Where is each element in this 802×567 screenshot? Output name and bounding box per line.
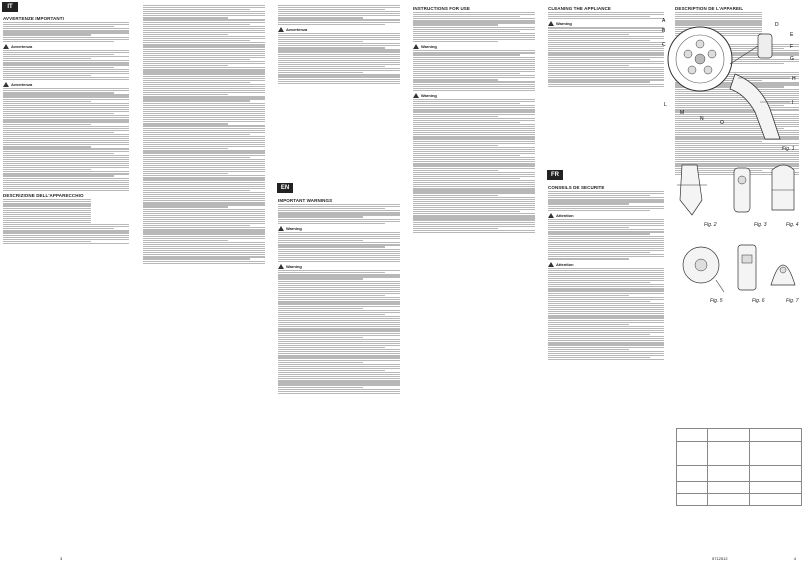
section-title-it: AVVERTENZE IMPORTANTI [3, 16, 64, 21]
warning-icon [3, 82, 9, 87]
figure-5-illustration [676, 240, 726, 295]
warning-icon [278, 264, 284, 269]
language-tag-it: IT [2, 2, 18, 12]
part-letter-g: G [790, 56, 794, 62]
page-number-left: 3 [60, 556, 63, 561]
part-letter-a: A [662, 18, 666, 24]
part-letter-c: C [662, 42, 666, 48]
warning-icon [3, 44, 9, 49]
warning-icon [413, 44, 419, 49]
section-title-fr: CONSEILS DE SECURITE [548, 185, 605, 190]
figure-7-illustration [766, 240, 800, 295]
part-letter-b: B [662, 28, 666, 34]
figure-label-1: Fig. 1 [782, 146, 795, 152]
warning-icon [413, 93, 419, 98]
language-tag-en: EN [277, 183, 293, 193]
figure-label-6: Fig. 6 [752, 298, 765, 304]
figure-1-illustration [660, 14, 800, 144]
section-subtitle-fr-desc: DESCRIPTION DE L'APPAREIL [675, 6, 744, 11]
figure-label-4: Fig. 4 [786, 222, 799, 228]
part-letter-l: L [664, 102, 667, 108]
part-letter-h: H [792, 76, 796, 82]
part-letter-m: M [680, 110, 685, 116]
troubleshooting-table [676, 428, 802, 506]
part-letter-i: I [792, 100, 794, 106]
warning-icon [278, 226, 284, 231]
page-number-right: 4 [793, 556, 796, 561]
footer-code: 5712512 [712, 556, 728, 561]
column-3: Avvertenza EN IMPORTANT WARNINGS Warning Warning [275, 0, 403, 567]
figure-label-5: Fig. 5 [710, 298, 723, 304]
figure-6-illustration [730, 240, 764, 295]
figure-label-3: Fig. 3 [754, 222, 767, 228]
column-it-1: IT AVVERTENZE IMPORTANTI Avvertenza Avvertenza DESCRIZIONE DELL'APPARECCHIO 3 [0, 0, 132, 567]
figure-4-illustration [764, 160, 802, 220]
part-letter-o: O [720, 120, 724, 126]
part-letter-d: D [775, 22, 779, 28]
figure-3-illustration [722, 160, 762, 220]
warning-icon [278, 27, 284, 32]
figure-label-2: Fig. 2 [704, 222, 717, 228]
figure-2-illustration [672, 160, 712, 220]
column-5: CLEANING THE APPLIANCE Warning FR CONSEILS DE SECURITE Attention Attention [545, 0, 667, 567]
part-letter-n: N [700, 116, 704, 122]
section-subtitle-it: DESCRIZIONE DELL'APPARECCHIO [3, 193, 84, 199]
column-en-instructions: INSTRUCTIONS FOR USE Warning Warning [410, 0, 538, 567]
warning-icon [548, 262, 554, 267]
part-letter-e: E [790, 32, 794, 38]
warning-block: Avvertenza [3, 44, 129, 49]
warning-icon [548, 21, 554, 26]
section-subtitle-en-1: INSTRUCTIONS FOR USE [413, 6, 471, 11]
section-subtitle-en-2: CLEANING THE APPLIANCE [548, 6, 612, 11]
section-title-en: IMPORTANT WARNINGS [278, 198, 333, 203]
part-letter-f: F [790, 44, 794, 50]
language-tag-fr: FR [547, 170, 563, 180]
figure-label-7: Fig. 7 [786, 298, 799, 304]
warning-icon [548, 213, 554, 218]
column-it-2 [140, 0, 268, 567]
